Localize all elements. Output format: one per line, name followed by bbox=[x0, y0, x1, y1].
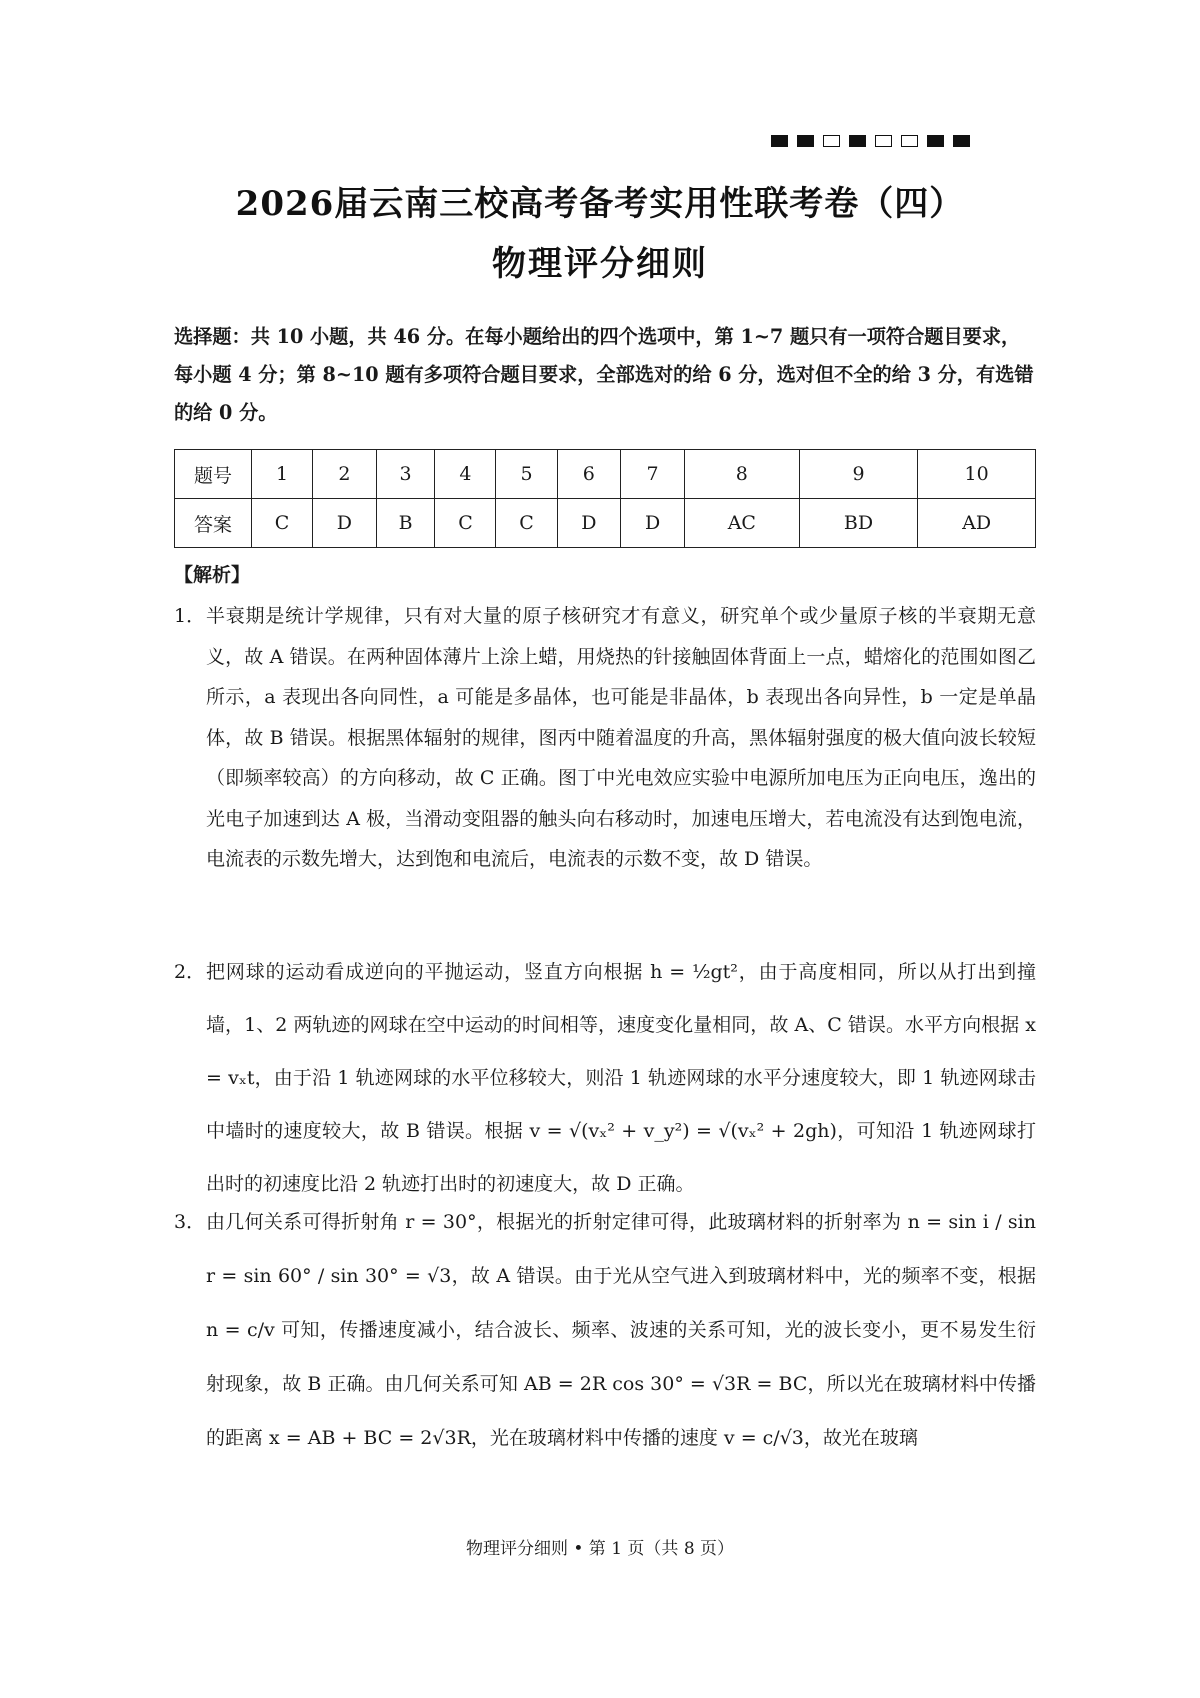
header-mark bbox=[875, 135, 892, 147]
item-text: 半衰期是统计学规律，只有对大量的原子核研究才有意义，研究单个或少量原子核的半衰期无意义，故 A 错误。在两种固体薄片上涂上蜡，用烧热的针接触固体背面上一点，蜡熔化的范围如图乙所示，a 表现出各向同性，a 可能是多晶体，也可能是非晶体，b 表现出各向异性，b 一定是单晶体，故 B 错误。根据黑体辐射的规律，图丙中随着温度的升高，黑体辐射强度的极大值向波长较短（即频率较高）的方向移动，故 C 正确。图丁中光电效应实验中电源所加电压为正向电压，逸出的光电子加速到达 A 极，当滑动变阻器的触头向右移动时，加速电压增大，若电流没有达到饱电流，电流表的示数先增大，达到饱和电流后，电流表的示数不变，故 D 错误。 bbox=[206, 605, 1036, 870]
row-label: 题号 bbox=[175, 450, 252, 499]
answer-table bbox=[174, 449, 1036, 548]
analysis-item bbox=[174, 596, 1036, 880]
header-mark bbox=[927, 135, 944, 147]
answer-cell: D bbox=[557, 499, 621, 548]
item-number: 3． bbox=[174, 1211, 206, 1233]
header-mark bbox=[823, 135, 840, 147]
question-number: 2 bbox=[313, 450, 377, 499]
question-number: 9 bbox=[799, 450, 918, 499]
answer-cell: AC bbox=[684, 499, 799, 548]
page-footer: 物理评分细则 • 第 1 页（共 8 页） bbox=[465, 1539, 735, 1559]
question-number: 8 bbox=[684, 450, 799, 499]
item-text: 由几何关系可得折射角 r = 30°，根据光的折射定律可得，此玻璃材料的折射率为 n = sin i / sin r = sin 60° / sin 30° = √3，故 A 错误。由于光从空气进入到玻璃材料中，光的频率不变，根据 n = c/v 可知，传播速度减小，结合波长、频率、波速的关系可知，光的波长变小，更不易发生衍射现象，故 B 正确。由几何关系可知 AB = 2R cos 30° = √3R = BC，所以光在玻璃材料中传播的距离 x = AB + BC = 2√3R，光在玻璃材料中传播的速度 v = c/√3，故光在玻璃 bbox=[206, 1211, 1036, 1449]
question-number: 7 bbox=[621, 450, 685, 499]
item-text: 把网球的运动看成逆向的平抛运动，竖直方向根据 h = ½gt²，由于高度相同，所以从打出到撞墙，1、2 两轨迹的网球在空中运动的时间相等，速度变化量相同，故 A、C 错误。水平方向根据 x = vₓt，由于沿 1 轨迹网球的水平位移较大，则沿 1 轨迹网球的水平分速度较大，即 1 轨迹网球击中墙时的速度较大，故 B 错误。根据 v = √(vₓ² + v_y²) = √(vₓ² + 2gh)，可知沿 1 轨迹网球打出时的初速度比沿 2 轨迹打出时的初速度大，故 D 正确。 bbox=[206, 961, 1036, 1195]
question-number: 5 bbox=[496, 450, 557, 499]
answer-cell: C bbox=[496, 499, 557, 548]
question-number: 3 bbox=[376, 450, 435, 499]
item-number: 2． bbox=[174, 961, 206, 983]
question-number: 6 bbox=[557, 450, 621, 499]
answer-cell: C bbox=[435, 499, 496, 548]
question-number: 10 bbox=[918, 450, 1036, 499]
answer-cell: D bbox=[621, 499, 685, 548]
analysis-item bbox=[174, 946, 1036, 1211]
question-number-row bbox=[175, 450, 1036, 499]
header-marks bbox=[771, 135, 970, 149]
answer-cell: D bbox=[313, 499, 377, 548]
exam-title: 2026届云南三校高考备考实用性联考卷（四） bbox=[235, 184, 965, 224]
question-number: 1 bbox=[252, 450, 313, 499]
item-number: 1． bbox=[174, 605, 206, 627]
answer-cell: C bbox=[252, 499, 313, 548]
header-mark bbox=[797, 135, 814, 147]
header-mark bbox=[953, 135, 970, 147]
row-label: 答案 bbox=[175, 499, 252, 548]
header-mark bbox=[901, 135, 918, 147]
analysis-heading: 【解析】 bbox=[174, 564, 251, 586]
header-mark bbox=[771, 135, 788, 147]
answer-cell: B bbox=[376, 499, 435, 548]
document-subtitle: 物理评分细则 bbox=[492, 244, 708, 284]
answer-cell: BD bbox=[799, 499, 918, 548]
instructions-text: 选择题：共 10 小题，共 46 分。在每小题给出的四个选项中，第 1~7 题只有一项符合题目要求，每小题 4 分；第 8~10 题有多项符合题目要求，全部选对的给 6 分，选对但不全的给 3 分，有选错的给 0 分。 bbox=[174, 325, 1034, 424]
analysis-item bbox=[174, 1195, 1036, 1465]
answer-row bbox=[175, 499, 1036, 548]
answer-cell: AD bbox=[918, 499, 1036, 548]
question-number: 4 bbox=[435, 450, 496, 499]
header-mark bbox=[849, 135, 866, 147]
